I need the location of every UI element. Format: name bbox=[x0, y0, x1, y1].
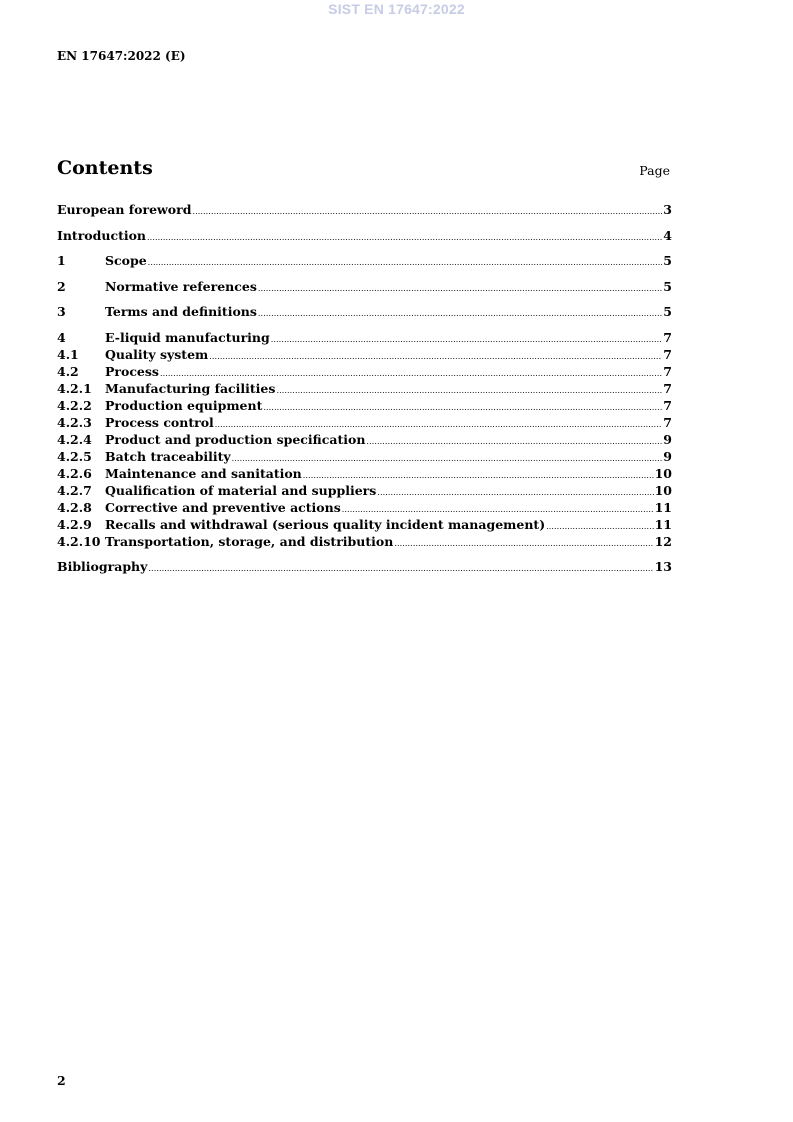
toc-entry[interactable] bbox=[57, 516, 672, 533]
dot-leader bbox=[377, 484, 653, 501]
toc-entry[interactable] bbox=[57, 533, 672, 550]
toc-entry[interactable] bbox=[57, 363, 672, 380]
toc-entry-page: 7 bbox=[663, 329, 672, 345]
toc-entry-page: 7 bbox=[663, 397, 672, 413]
toc-entry-number: 3 bbox=[57, 304, 66, 319]
toc-entry-title: E-liquid manufacturing bbox=[105, 329, 270, 345]
toc-entry-page: 11 bbox=[654, 499, 672, 515]
dot-leader bbox=[258, 280, 662, 297]
toc-entry-title: Process control bbox=[105, 414, 214, 430]
toc-entry-number: 4.2.5 bbox=[57, 448, 92, 464]
toc-entry[interactable] bbox=[57, 380, 672, 397]
toc-entry-title: Bibliography bbox=[57, 559, 148, 574]
toc-entry-number: 4.2.6 bbox=[57, 465, 92, 481]
table-of-contents bbox=[57, 201, 672, 575]
toc-entry-page: 10 bbox=[654, 482, 672, 498]
toc-entry-number: 4.2.3 bbox=[57, 414, 92, 430]
toc-entry-page: 7 bbox=[663, 363, 672, 379]
toc-entry[interactable] bbox=[57, 499, 672, 516]
toc-entry-number: 4.2.10 bbox=[57, 533, 101, 549]
toc-entry-title: Transportation, storage, and distribution bbox=[105, 533, 394, 549]
toc-entry-title: Recalls and withdrawal (serious quality incident management) bbox=[105, 516, 546, 532]
toc-entry-title: Manufacturing facilities bbox=[105, 380, 276, 396]
toc-entry-title: Quality system bbox=[105, 346, 209, 362]
toc-entry-title: Process bbox=[105, 363, 159, 379]
page-column-label: Page bbox=[639, 163, 670, 178]
toc-entry[interactable] bbox=[57, 558, 672, 575]
toc-entry-title: Normative references bbox=[105, 278, 257, 294]
toc-entry-number: 4.2.4 bbox=[57, 431, 92, 447]
toc-entry-title: Product and production specification bbox=[105, 431, 366, 447]
toc-entry[interactable] bbox=[57, 431, 672, 448]
dot-leader bbox=[209, 348, 662, 365]
toc-entry-page: 9 bbox=[663, 448, 672, 464]
dot-leader bbox=[192, 203, 662, 220]
toc-entry-page: 5 bbox=[663, 253, 672, 268]
toc-entry[interactable] bbox=[57, 482, 672, 499]
toc-entry[interactable] bbox=[57, 329, 672, 346]
toc-entry[interactable] bbox=[57, 448, 672, 465]
toc-entry-number: 4.2.2 bbox=[57, 397, 92, 413]
toc-entry-page: 4 bbox=[663, 227, 672, 243]
toc-entry-number: 4.2 bbox=[57, 363, 79, 379]
dot-leader bbox=[147, 229, 662, 246]
toc-entry-page: 13 bbox=[654, 559, 672, 574]
toc-entry-number: 4.2.9 bbox=[57, 516, 92, 532]
toc-entry-page: 11 bbox=[654, 516, 672, 532]
dot-leader bbox=[276, 382, 662, 399]
toc-entry-page: 3 bbox=[663, 202, 672, 217]
toc-entry[interactable] bbox=[57, 227, 672, 244]
toc-entry-page: 5 bbox=[663, 278, 672, 294]
toc-entry-page: 9 bbox=[663, 431, 672, 447]
toc-entry-page: 5 bbox=[663, 304, 672, 319]
toc-entry-number: 2 bbox=[57, 278, 66, 294]
dot-leader bbox=[148, 560, 653, 577]
dot-leader bbox=[258, 305, 662, 322]
dot-leader bbox=[271, 331, 663, 348]
dot-leader bbox=[263, 399, 662, 416]
dot-leader bbox=[148, 254, 663, 271]
toc-entry[interactable] bbox=[57, 414, 672, 431]
toc-entry-number: 4.2.7 bbox=[57, 482, 92, 498]
toc-entry-page: 12 bbox=[654, 533, 672, 549]
toc-entry-number: 1 bbox=[57, 253, 66, 268]
toc-entry[interactable] bbox=[57, 252, 672, 269]
toc-entry-title: Scope bbox=[105, 253, 147, 268]
toc-entry-number: 4.1 bbox=[57, 346, 79, 362]
toc-entry-page: 7 bbox=[663, 380, 672, 396]
toc-entry-page: 7 bbox=[663, 414, 672, 430]
page-number: 2 bbox=[57, 1073, 66, 1088]
toc-entry-title: Corrective and preventive actions bbox=[105, 499, 341, 515]
toc-entry-number: 4.2.1 bbox=[57, 380, 92, 396]
toc-entry[interactable] bbox=[57, 303, 672, 320]
document-identifier: EN 17647:2022 (E) bbox=[57, 49, 186, 63]
contents-heading: Contents bbox=[57, 157, 153, 179]
toc-entry-title: European foreword bbox=[57, 202, 192, 217]
toc-entry-number: 4 bbox=[57, 329, 66, 345]
toc-entry-number: 4.2.8 bbox=[57, 499, 92, 515]
toc-entry[interactable] bbox=[57, 465, 672, 482]
watermark: SIST EN 17647:2022 bbox=[328, 1, 465, 17]
toc-entry-title: Qualification of material and suppliers bbox=[105, 482, 377, 498]
toc-entry[interactable] bbox=[57, 201, 672, 218]
toc-entry[interactable] bbox=[57, 397, 672, 414]
toc-entry-title: Batch traceability bbox=[105, 448, 231, 464]
toc-entry-title: Production equipment bbox=[105, 397, 263, 413]
dot-leader bbox=[394, 535, 653, 552]
toc-entry-title: Introduction bbox=[57, 227, 147, 243]
dot-leader bbox=[546, 518, 653, 535]
dot-leader bbox=[366, 433, 662, 450]
toc-entry[interactable] bbox=[57, 346, 672, 363]
toc-entry-page: 10 bbox=[654, 465, 672, 481]
toc-entry-page: 7 bbox=[663, 346, 672, 362]
toc-entry-title: Maintenance and sanitation bbox=[105, 465, 302, 481]
toc-entry-title: Terms and definitions bbox=[105, 304, 257, 319]
toc-entry[interactable] bbox=[57, 278, 672, 295]
